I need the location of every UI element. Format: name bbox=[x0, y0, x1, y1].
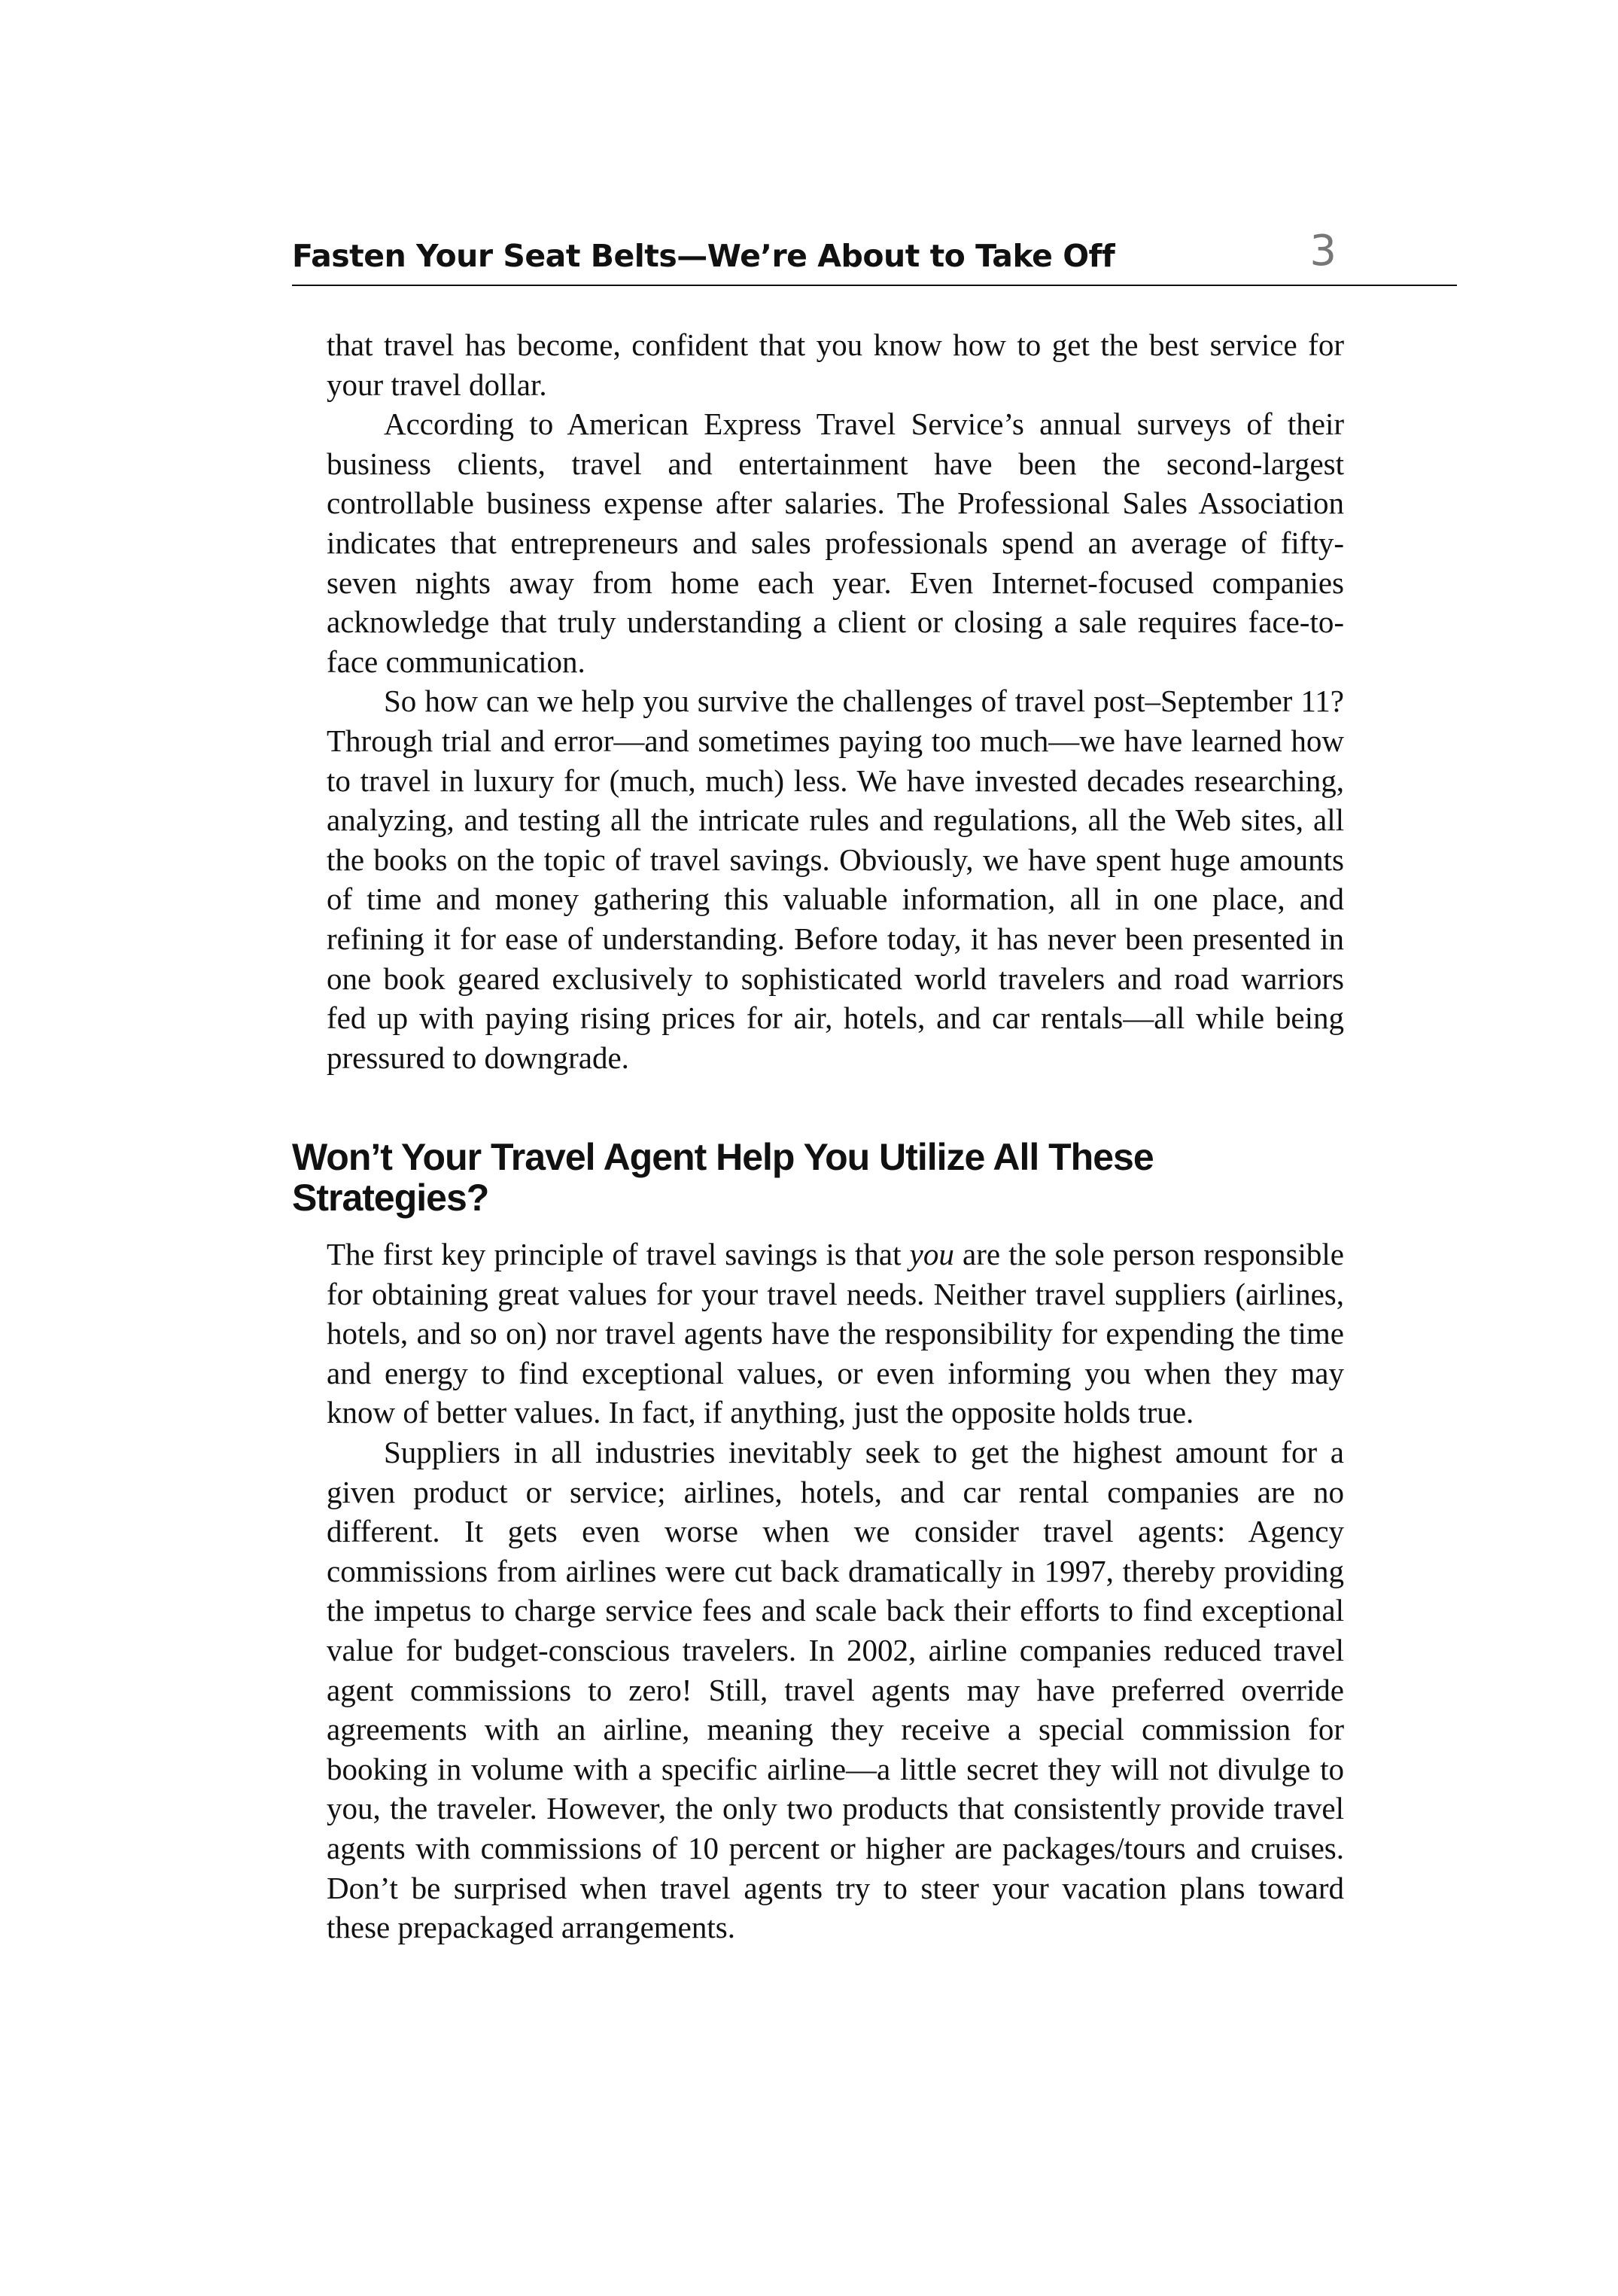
paragraph: that travel has become, confident that you know how to get the best service for your travel dollar. bbox=[327, 327, 1344, 402]
paragraph: So how can we help you survive the challenges of travel post–September 11? Through trial and error—and sometimes paying too much—we have learned how to travel in luxury for (much, much) less. We have invested decades researching, analyzing, and testing all the intricate rules and regulations, all the Web sites, all the books on the topic of travel savings. Obviously, we have spent huge amounts of time and money gathering this valuable information, all in one place, and refining it for ease of understanding. Before today, it has never been presented in one book geared exclusively to sophisticated world travelers and road warriors fed up with paying rising prices for air, hotels, and car rentals—all while being pressured to downgrade. bbox=[327, 684, 1344, 1075]
section-text-block bbox=[327, 1235, 1344, 1947]
paragraph: Suppliers in all industries inevitably seek to get the highest amount for a given product or service; airlines, hotels, and car rental companies are no different. It gets even worse when we consider travel agents: Agency commissions from airlines were cut back dramatically in 1997, thereby providing the impetus to charge service fees and scale back their efforts to find exceptional value for budget-conscious travelers. In 2002, airline companies reduced travel agent commissions to zero! Still, travel agents may have preferred override agreements with an airline, meaning they receive a special commission for booking in volume with a specific airline—a little secret they will not divulge to you, the traveler. However, the only two products that consistently provide travel agents with commissions of 10 percent or higher are packages/tours and cruises. Don’t be surprised when travel agents try to steer your vacation plans toward these prepackaged arrangements. bbox=[327, 1434, 1344, 1945]
header-rule bbox=[292, 285, 1457, 286]
emphasis-text: you bbox=[909, 1237, 954, 1271]
running-header bbox=[292, 218, 1457, 286]
paragraph-text: The first key principle of travel savings is that bbox=[327, 1237, 910, 1271]
page-number: 3 bbox=[1309, 227, 1337, 276]
paragraph bbox=[327, 1235, 1344, 1433]
intro-text-block bbox=[327, 325, 1344, 1077]
chapter-title: Fasten Your Seat Belts—We’re About to Take Off bbox=[292, 238, 1115, 274]
paragraph-text: are the sole person responsible for obtaining great values for your travel needs. Neither travel suppliers (airlines, hotels, and so on) nor travel agents have the responsibility for expending the time and energy to find exceptional values, or even informing you when they may know of better values. In fact, if anything, just the opposite holds true. bbox=[327, 1237, 1344, 1430]
paragraph: According to American Express Travel Service’s annual surveys of their business clients, travel and entertainment have been the second-largest controllable business expense after salaries. The Professional Sales Association indicates that entrepreneurs and sales professionals spend an average of fifty-seven nights away from home each year. Even Internet-focused companies acknowledge that truly understanding a client or closing a sale requires face-to-face communication. bbox=[327, 407, 1344, 679]
section-heading: Won’t Your Travel Agent Help You Utilize All These Strategies? bbox=[292, 1136, 1154, 1219]
